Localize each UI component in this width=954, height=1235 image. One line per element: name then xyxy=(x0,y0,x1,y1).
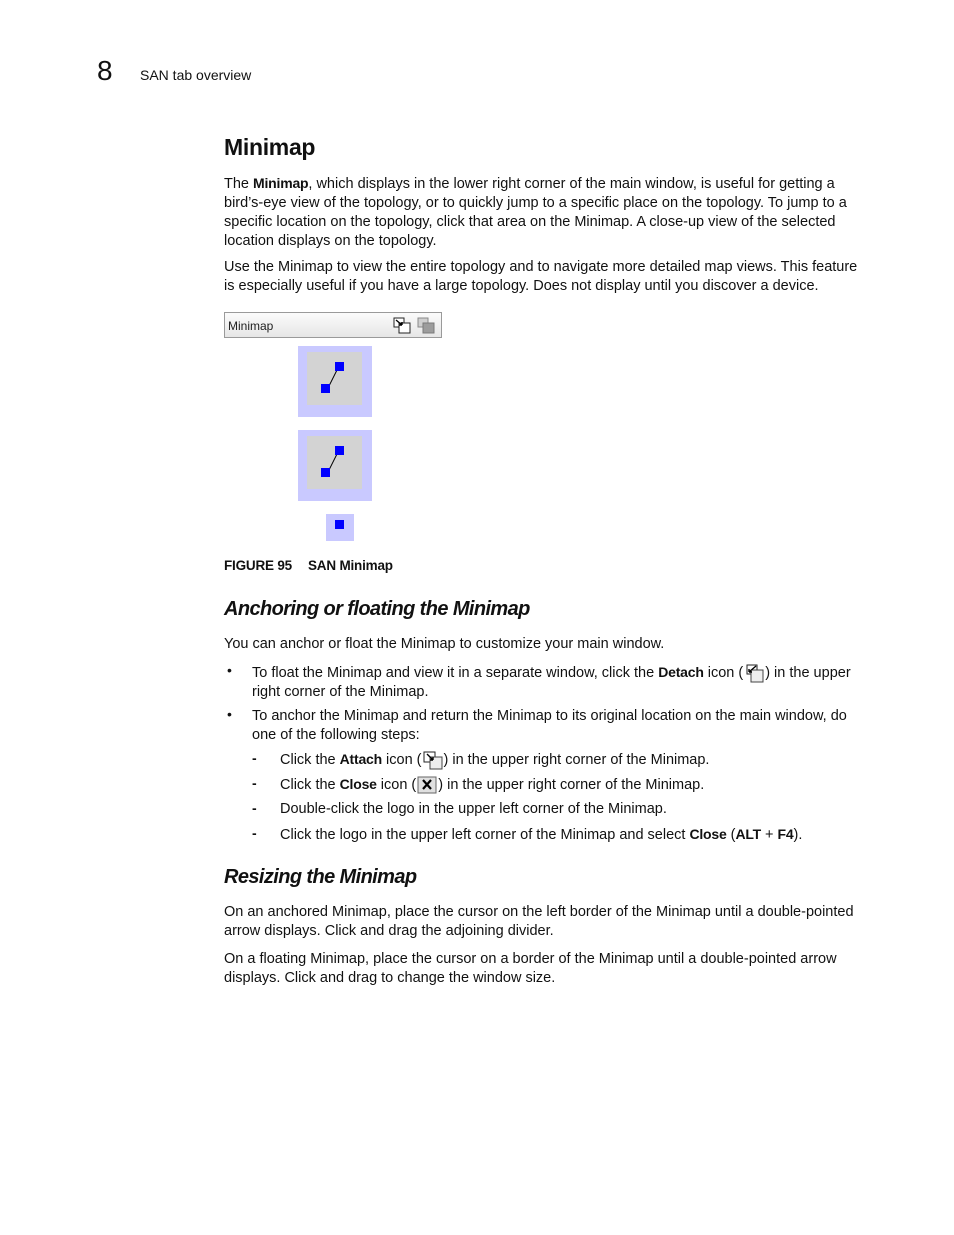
minimap-title-bar xyxy=(224,312,442,338)
dash-marker: - xyxy=(252,800,257,816)
minimap-view-tile[interactable] xyxy=(298,430,372,501)
figure-title: SAN Minimap xyxy=(308,558,393,573)
resizing-heading: Resizing the Minimap xyxy=(224,866,417,888)
minimap-view-tile[interactable] xyxy=(298,346,372,417)
step-attach: Click the Attach icon ( ) in the upper right corner of the Minimap. xyxy=(280,751,710,768)
step-close: Click the Close icon ( ) in the upper right corner of the Minimap. xyxy=(280,776,705,793)
detach-icon[interactable] xyxy=(393,317,411,334)
minimap-panel-title: Minimap xyxy=(228,319,274,333)
bullet-marker: • xyxy=(227,706,232,722)
resizing-paragraph-2: On a floating Minimap, place the cursor on a border of the Minimap until a double-pointed arrow displays. Click and drag to change the window size. xyxy=(224,951,837,986)
anchoring-heading: Anchoring or floating the Minimap xyxy=(224,598,530,620)
intro-paragraph-1: The Minimap, which displays in the lower right corner of the main window, is useful for getting a bird’s-eye view of the topology, or to quickly jump to a specific place on the topology. To jump to a specific location on the topology, click that area on the Minimap. A close-up view of the selected location displays on the topology. xyxy=(224,175,847,249)
close-icon xyxy=(417,776,437,795)
topology-node xyxy=(335,446,344,455)
anchoring-intro: You can anchor or float the Minimap to customize your main window. xyxy=(224,636,665,652)
dash-marker: - xyxy=(252,825,257,841)
topology-node xyxy=(335,362,344,371)
step-select-close: Click the logo in the upper left corner of the Minimap and select Close (ALT + F4). xyxy=(280,826,803,843)
topology-link xyxy=(307,436,362,489)
topology-node xyxy=(321,468,330,477)
bullet-marker: • xyxy=(227,662,232,678)
minimap-small-tile[interactable] xyxy=(326,514,354,541)
minimap-viewport xyxy=(307,352,362,405)
detach-icon xyxy=(744,664,764,683)
topology-link xyxy=(307,352,362,405)
figure-caption xyxy=(224,557,393,575)
step-double-click: Double-click the logo in the upper left corner of the Minimap. xyxy=(280,801,667,817)
resizing-paragraph-1: On an anchored Minimap, place the cursor on the left border of the Minimap until a double-pointed arrow displays. Click and drag the adjoining divider. xyxy=(224,904,854,939)
intro-paragraph-2: Use the Minimap to view the entire topology and to navigate more detailed map views. This feature is especially useful if you have a large topology. Does not display until you discover a device. xyxy=(224,259,858,294)
chapter-number: 8 xyxy=(97,55,113,86)
attach-icon xyxy=(423,751,443,770)
dash-marker: - xyxy=(252,750,257,766)
chapter-title: SAN tab overview xyxy=(140,67,252,83)
minimap-term: Minimap xyxy=(253,175,309,191)
figure-label: FIGURE 95 xyxy=(224,558,292,573)
bullet-float: To float the Minimap and view it in a separate window, click the Detach icon ( ) in the upper right corner of the Minimap. xyxy=(252,664,851,700)
minimap-viewport xyxy=(307,436,362,489)
section-title: Minimap xyxy=(224,134,316,160)
bullet-anchor: To anchor the Minimap and return the Minimap to its original location on the main window, do one of the following steps: xyxy=(252,708,847,743)
attach-icon[interactable] xyxy=(417,317,435,334)
dash-marker: - xyxy=(252,775,257,791)
topology-node xyxy=(335,520,344,529)
topology-node xyxy=(321,384,330,393)
